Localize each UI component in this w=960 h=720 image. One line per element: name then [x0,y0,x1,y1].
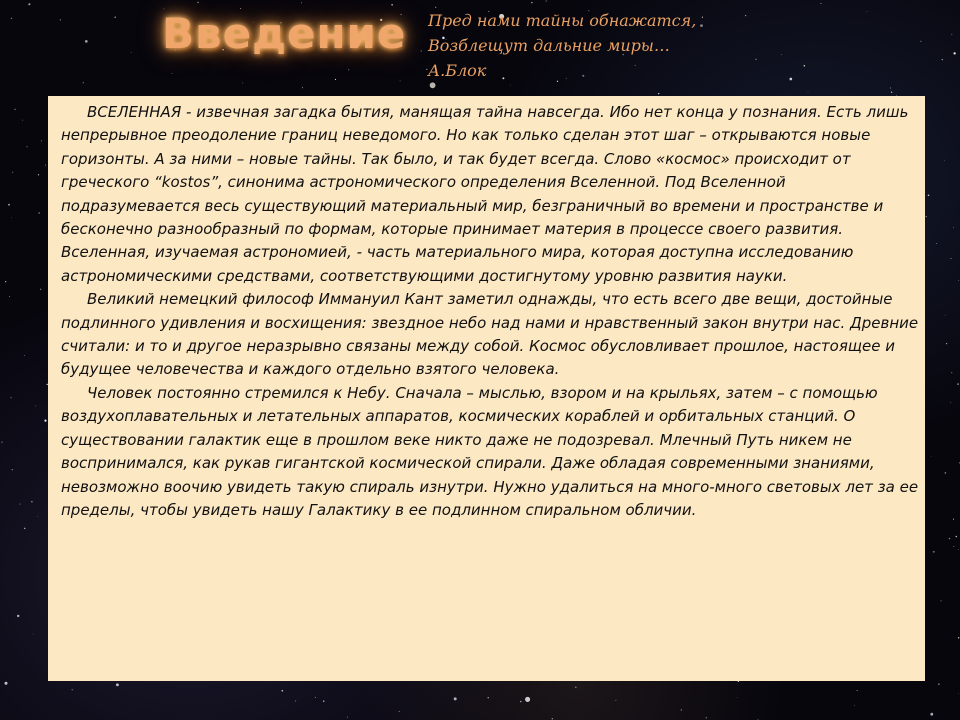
star [546,0,547,1]
star [2,442,3,443]
star [335,79,336,80]
star [890,88,891,89]
epigraph-line-2: Возблещут дальние миры… [428,36,670,55]
star [854,705,855,706]
star [315,697,316,698]
star [116,683,119,686]
star [114,17,115,18]
star [946,343,947,344]
star [926,216,927,217]
star [301,3,302,4]
star [11,397,12,398]
star [22,120,23,121]
star [348,69,349,70]
star [891,91,892,92]
star [391,4,393,6]
star [41,140,42,141]
star [575,687,576,688]
star [920,41,921,42]
star [172,73,173,74]
star [347,717,348,718]
star [44,419,46,421]
star [28,3,30,5]
star [17,615,19,617]
star [9,296,10,297]
star [33,634,34,635]
star [20,504,21,505]
star [867,11,868,12]
star [737,697,738,698]
star [956,536,958,538]
star [615,700,616,701]
star [282,690,284,692]
star [11,217,12,218]
star [681,709,682,710]
star [35,406,36,407]
star [941,600,942,601]
star [323,701,324,702]
star [525,697,530,702]
star [430,82,436,88]
star [197,2,199,4]
star [857,690,858,691]
star [72,689,73,690]
star [706,717,707,718]
star [400,80,401,81]
star [930,713,933,716]
star [24,528,26,530]
star [958,280,959,281]
star [808,92,809,93]
star [953,227,954,228]
star [951,258,952,259]
star [953,546,954,547]
star [520,701,521,702]
paragraph-kant: Великий немецкий философ Иммануил Кант заметил однажды, что есть всего две вещи, достойные подлинного удивления и восхищения: звездное небо над нами и нравственный закон внутри нас. Древние считали: и то и другое неразрывно связаны между собой. Космос обусловливает прошлое, настоящее и будущее человечества и каждого отдельно взятого человека. [61,290,919,379]
star [658,93,659,94]
star [958,693,959,694]
star [958,637,959,638]
star [931,456,932,457]
star [302,87,303,88]
paragraph-universe: ВСЕЛЕННАЯ - извечная загадка бытия, манящая тайна навсегда. Ибо нет конца у познания. Есть лишь непрерывное преодоление границ неведомого. Но как только сделан этот шаг – открываются новые горизонты. А за ними – новые тайны. Так было, и так будет всегда. Слово «космос» происходит от греческого “kostos”, синонима астрономического определения Вселенной. Под Вселенной подразумевается весь существующий материальный мир, безграничный во времени и пространстве и бесконечно разнообразный по формам, которые принимает материя в процессе своего развития. Вселенная, изучаемая астрономией, - часть материального мира, которая доступна исследованию астрономическими средствами, соответствующими достигнутому уровню развития науки. [61,103,909,285]
star [12,172,13,173]
star [60,19,61,20]
star [938,683,939,684]
star [510,85,511,86]
star [8,204,10,206]
star [399,711,400,712]
star [945,315,946,316]
star [39,212,40,213]
star [933,551,935,553]
star [85,40,88,43]
star [958,549,959,550]
star [37,516,38,517]
star [951,34,952,35]
star [83,82,84,83]
star [31,501,32,502]
star [944,160,945,161]
slide-title: Введение [162,9,407,58]
star [942,59,943,60]
epigraph-line-1: Пред нами тайны обнажатся, [428,11,697,30]
star [14,109,15,110]
star [242,83,243,84]
star [38,174,39,175]
epigraph [428,8,808,83]
star [45,165,46,166]
star [454,697,457,700]
star [552,718,553,719]
star [928,195,930,197]
star [531,2,532,3]
star [951,372,952,373]
star [820,3,821,4]
star [953,52,955,54]
epigraph-author: А.Блок [428,61,487,80]
star [421,50,422,51]
star [950,402,951,403]
star [24,355,25,356]
star [40,289,41,290]
star [5,281,6,282]
star [957,383,958,384]
star [12,469,13,470]
star [131,52,132,53]
paragraph-sky: Человек постоянно стремился к Небу. Сначала – мыслью, взором и на крыльях, затем – с помощью воздухоплавательных и летательных аппаратов, космических кораблей и орбитальных станций. О существовании галактик еще в прошлом веке никто даже не подозревал. Млечный Путь никем не воспринимался, как рукав гигантской космической спирали. Даже обладая современными знаниями, невозможно воочию увидеть такую спираль изнутри. Нужно удалиться на много-много световых лет за ее пределы, чтобы увидеть нашу Галактику в ее подлинном спиральном обличии. [61,383,919,519]
star [488,697,489,698]
star [295,701,296,702]
star [11,18,12,19]
star [26,146,27,147]
star [945,472,947,474]
star [953,519,954,520]
star [949,538,950,539]
star [5,682,8,685]
text-panel [48,96,925,681]
star [936,243,937,244]
